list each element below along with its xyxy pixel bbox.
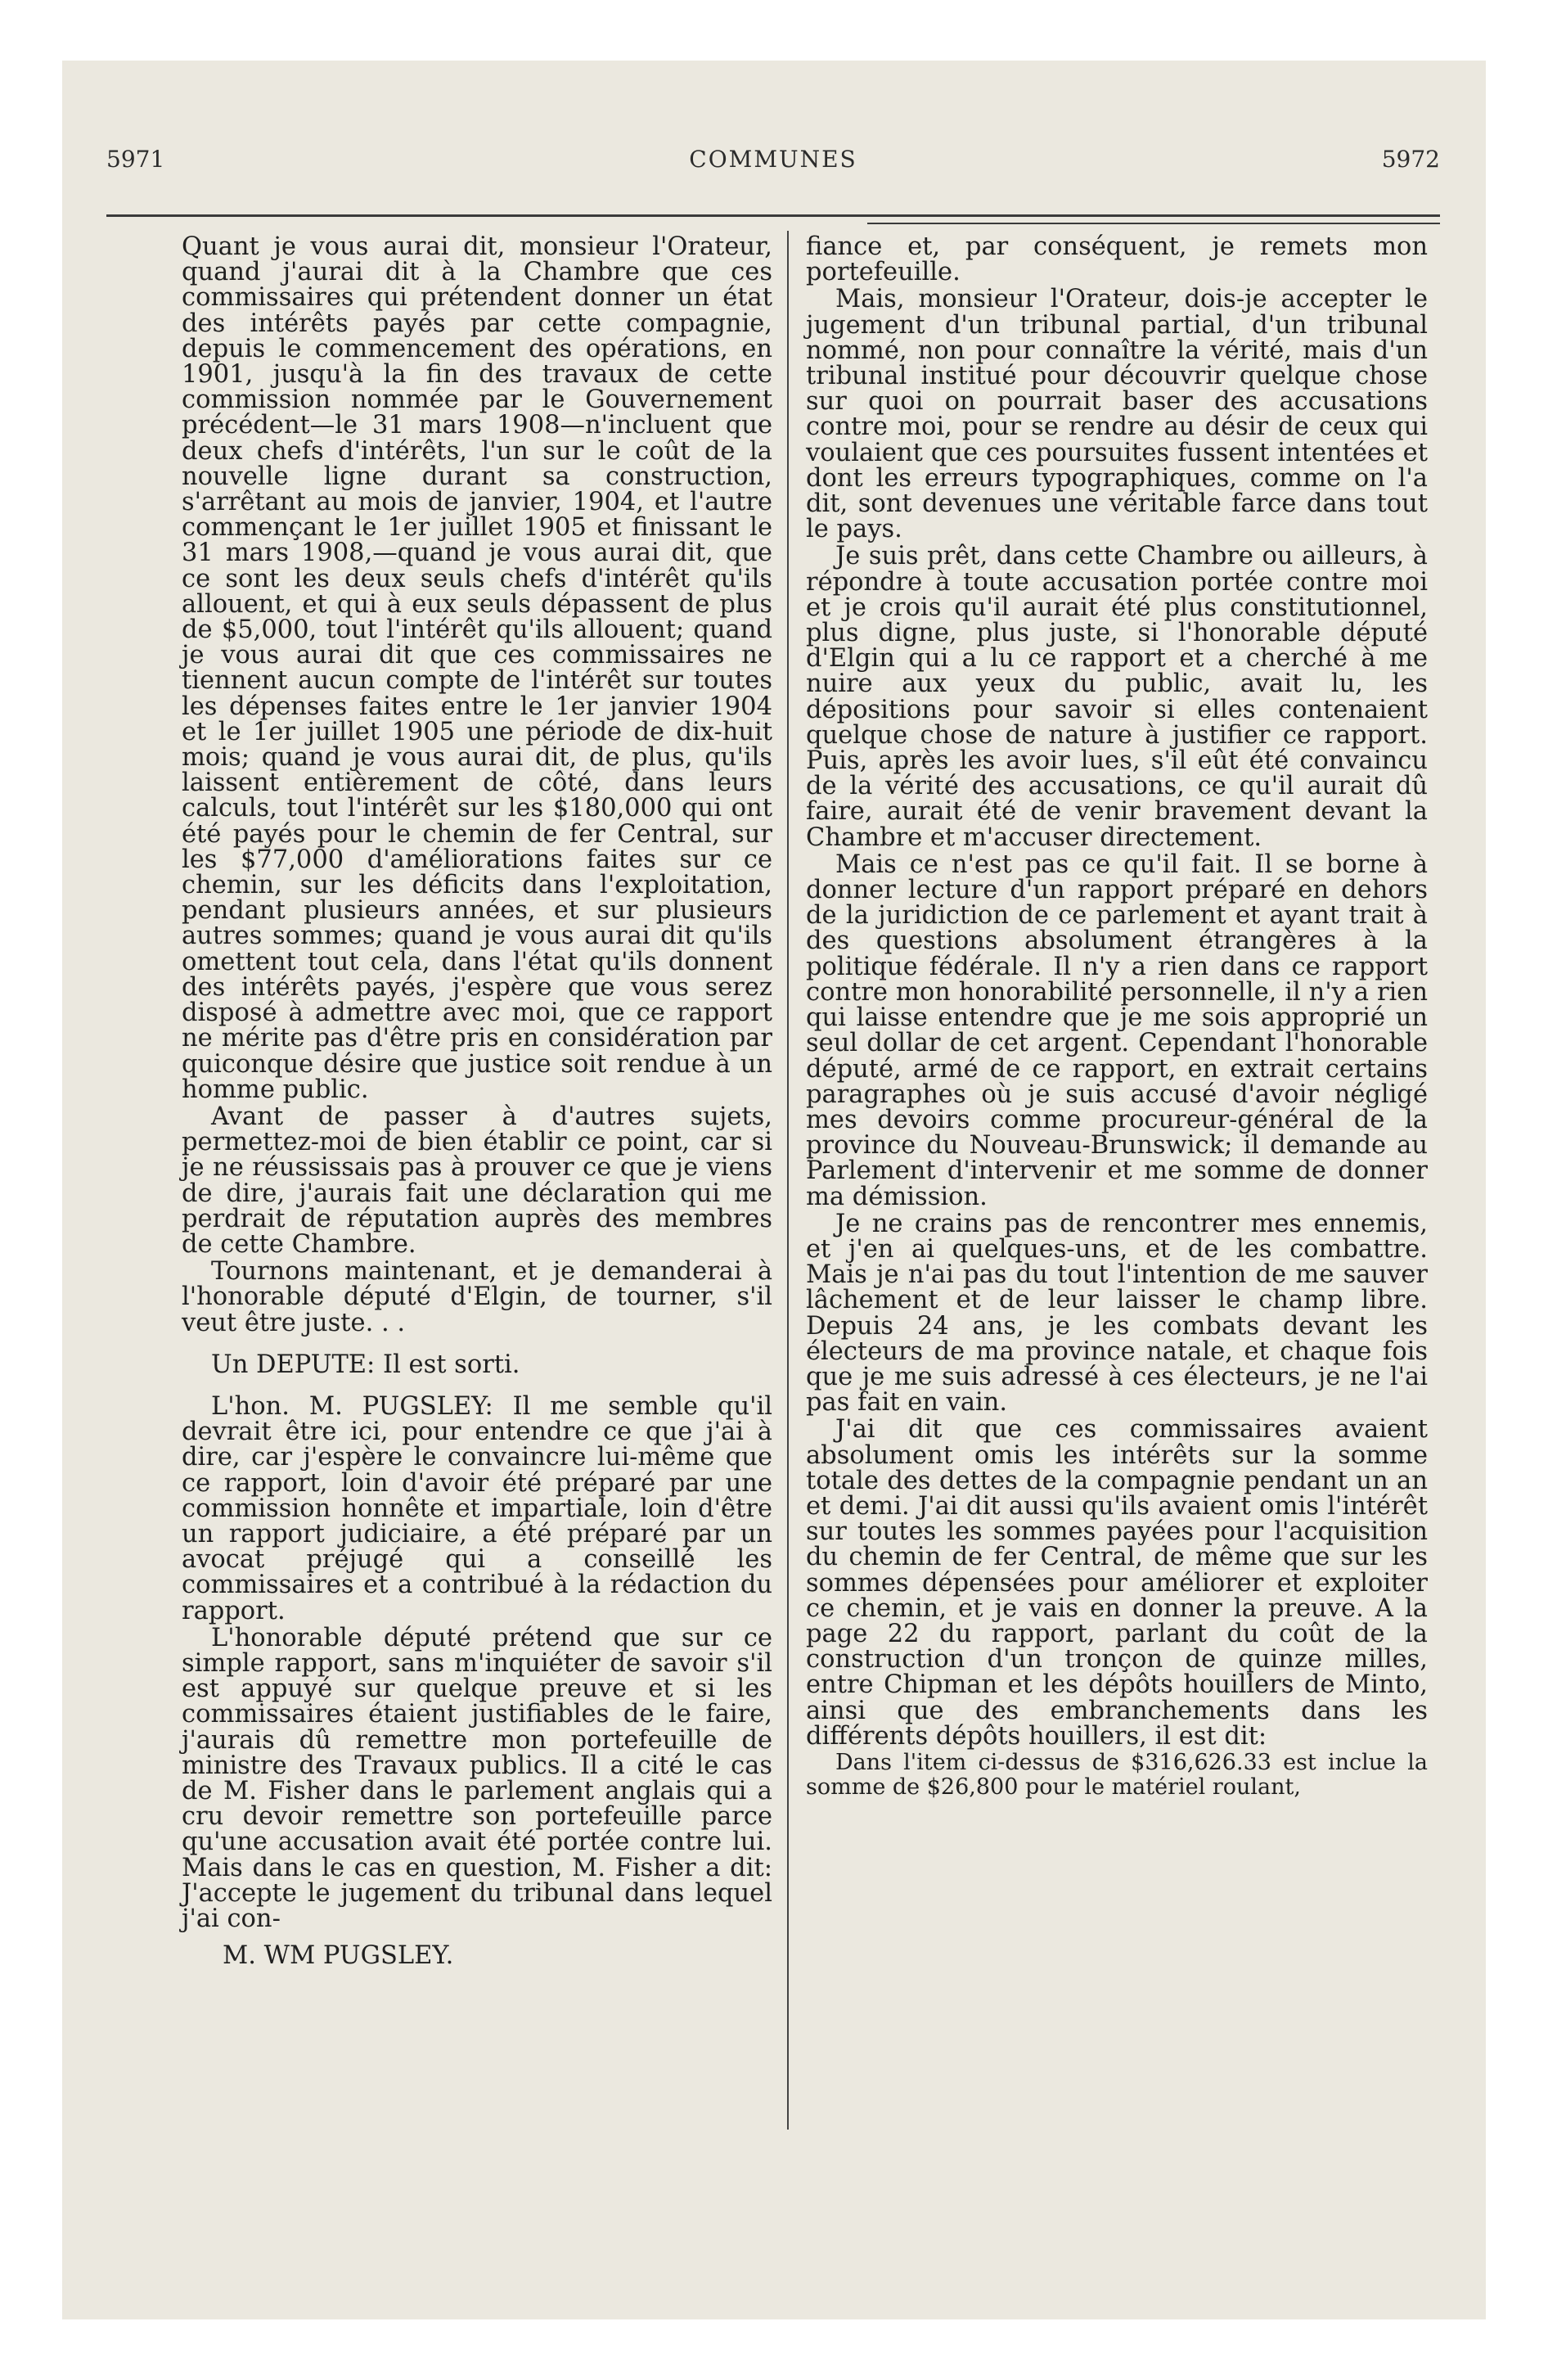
speaker-paragraph: L'hon. M. PUGSLEY: Il me semble qu'il devrait être ici, pour entendre ce que j'ai à dire, car j'espère le convaincre lui-même que ce rapport, loin d'avoir été préparé par une commission honnête et impartiale, loin d'être un rapport judiciaire, a été préparé par un avocat préjugé qui a conseillé les commissaires et a contribué à la rédaction du rapport. bbox=[182, 1391, 772, 1625]
speaker-signature: M. WM PUGSLEY. bbox=[223, 1941, 454, 1971]
page-number-right: 5972 bbox=[1381, 146, 1440, 173]
right-column bbox=[806, 234, 1428, 1801]
paragraph: Avant de passer à d'autres sujets, permettez-moi de bien établir ce point, car si je ne réussissais pas à prouver ce que je viens de dire, j'aurais fait une déclaration qui me perdrait de réputation auprès des membres de cette Chambre. bbox=[182, 1102, 772, 1259]
paragraph: Je ne crains pas de rencontrer mes ennemis, et j'en ai quelques-uns, et de les combattre. Mais je n'ai pas du tout l'intention de me sauver lâchement et de leur laisser le champ libre. Depuis 24 ans, je les combats devant les électeurs de ma province natale, et chaque fois que je me suis adressé à ces électeurs, je ne l'ai pas fait en vain. bbox=[806, 1209, 1428, 1418]
left-column bbox=[182, 234, 772, 1970]
paragraph: Quant je vous aurai dit, monsieur l'Orateur, quand j'aurai dit à la Chambre que ces commissaires qui prétendent donner un état des intérêts payés par cette compagnie, depuis le commencement des opérations, en 1901, jusqu'à la fin des travaux de cette commission nommée par le Gouvernement précédent—le 31 mars 1908—n'incluent que deux chefs d'intérêts, l'un sur le coût de la nouvelle ligne durant sa construction, s'arrêtant au mois de janvier, 1904, et l'autre commençant le 1er juillet 1905 et finissant le 31 mars 1908,—quand je vous aurai dit, que ce sont les deux seuls chefs d'intérêt qu'ils allouent, et qui à eux seuls dépassent de plus de $5,000, tout l'intérêt qu'ils allouent; quand je vous aurai dit que ces commissaires ne tiennent aucun compte de l'intérêt sur toutes les dépenses faites entre le 1er janvier 1904 et le 1er juillet 1905 une période de dix-huit mois; quand je vous aurai dit, de plus, qu'ils laissent entièrement de côté, dans leurs calculs, tout l'intérêt sur les $180,000 qui ont été payés pour le chemin de fer Central, sur les $77,000 d'améliorations faites sur ce chemin, sur les déficits dans l'exploitation, pendant plusieurs années, et sur plusieurs autres sommes; quand je vous aurai dit qu'ils omettent tout cela, dans l'état qu'ils donnent des intérêts payés, j'espère que vous serez disposé à admettre avec moi, que ce rapport ne mérite pas d'être pris en considération par quiconque désire que justice soit rendue à un homme public. bbox=[182, 232, 772, 1104]
paragraph: Mais, monsieur l'Orateur, dois-je accepter le jugement d'un tribunal partial, d'un tribunal nommé, non pour connaître la vérité, mais d'un tribunal institué pour découvrir quelque chose sur quoi on pourrait baser des accusations contre moi, pour se rendre au désir de ceux qui voulaient que ces poursuites fussent intentées et dont les erreurs typographiques, comme on l'a dit, sont devenues une véritable farce dans tout le pays. bbox=[806, 285, 1428, 544]
page-title: COMMUNES bbox=[689, 146, 857, 173]
paragraph: J'ai dit que ces commissaires avaient absolument omis les intérêts sur la somme totale des dettes de la compagnie pendant un an et demi. J'ai dit aussi qu'ils avaient omis l'intérêt sur toutes les sommes payées pour l'acquisition du chemin de fer Central, de même que sur les sommes dépensées pour améliorer et exploiter ce chemin, et je vais en donner la preuve. A la page 22 du rapport, parlant du coût de la construction d'un tronçon de quinze milles, entre Chipman et les dépôts houillers de Minto, ainsi que des embranchements dans les différents dépôts houillers, il est dit: bbox=[806, 1415, 1428, 1751]
header-rule bbox=[106, 214, 1440, 217]
paragraph: Je suis prêt, dans cette Chambre ou ailleurs, à répondre à toute accusation portée contre moi et je crois qu'il aurait été plus constitutionnel, plus digne, plus juste, si l'honorable député d'Elgin qui a lu ce rapport et a cherché à me nuire aux yeux du public, avait lu, les dépositions pour savoir si elles contenaient quelque chose de nature à justifier ce rapport. Puis, après les avoir lues, s'il eût été convaincu de la vérité des accusations, ce qu'il aurait dû faire, aurait été de venir bravement devant la Chambre et m'accuser directement. bbox=[806, 542, 1428, 852]
quoted-text: Dans l'item ci-dessus de $316,626.33 est inclue la somme de $26,800 pour le matériel roulant, bbox=[806, 1749, 1428, 1800]
paragraph: L'honorable député prétend que sur ce simple rapport, sans m'inquiéter de savoir s'il est appuyé sur quelque preuve et si les commissaires étaient justifiables de le faire, j'aurais dû remettre mon portefeuille de ministre des Travaux publics. Il a cité le cas de M. Fisher dans le parlement anglais qui a cru devoir remettre son portefeuille parce qu'une accusation avait été portée contre lui. Mais dans le cas en question, M. Fisher a dit: J'accepte le jugement du tribunal dans lequel j'ai con- bbox=[182, 1623, 772, 1933]
page-header bbox=[106, 146, 1440, 187]
column-divider bbox=[787, 231, 789, 2130]
paragraph: Tournons maintenant, et je demanderai à l'honorable député d'Elgin, de tourner, s'il veut être juste. . . bbox=[182, 1257, 772, 1337]
paragraph: fiance et, par conséquent, je remets mon portefeuille. bbox=[806, 232, 1428, 287]
paragraph: Mais ce n'est pas ce qu'il fait. Il se borne à donner lecture d'un rapport préparé en dehors de la juridiction de ce parlement et ayant trait à des questions absolument étrangères à la politique fédérale. Il n'y a rien dans ce rapport contre mon honorabilité personnelle, il n'y a rien qui laisse entendre que je me sois approprié un seul dollar de cet argent. Cependant l'honorable député, armé de ce rapport, en extrait certains paragraphes où je suis accusé d'avoir négligé mes devoirs comme procureur-général de la province du Nouveau-Brunswick; il demande au Parlement d'intervenir et me somme de donner ma démission. bbox=[806, 850, 1428, 1211]
page-number-left: 5971 bbox=[106, 146, 165, 173]
speaker-paragraph: Un DEPUTE: Il est sorti. bbox=[211, 1350, 520, 1379]
header-rule-secondary bbox=[867, 223, 1440, 224]
